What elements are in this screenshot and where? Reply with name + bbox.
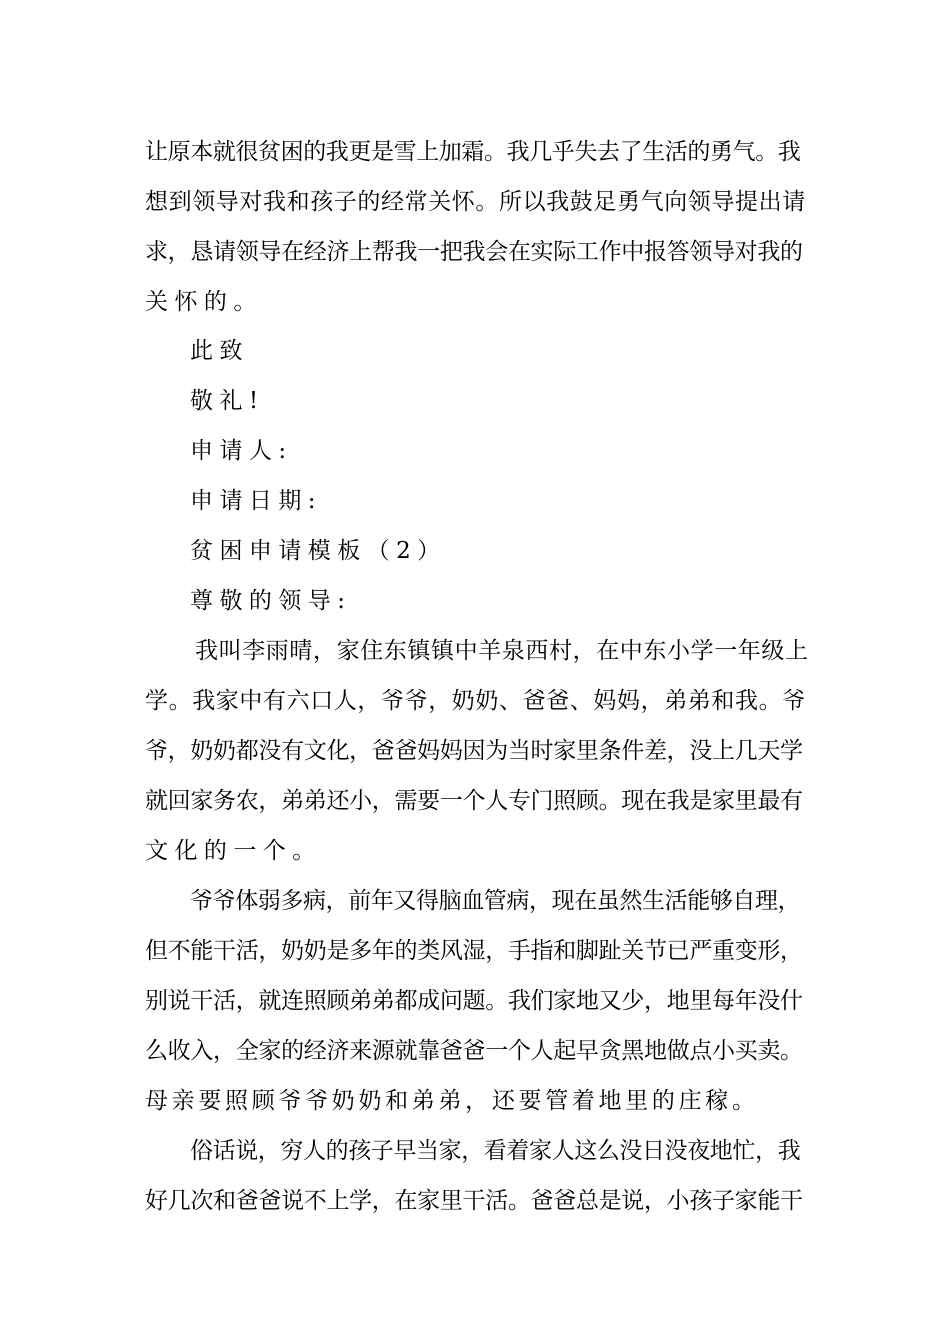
closing-regards: 敬礼! — [190, 388, 265, 414]
paragraph-line: 但不能干活，奶奶是多年的类风湿，手指和脚趾关节已严重变形， — [145, 938, 803, 964]
applicant-label: 申请人: — [190, 438, 293, 464]
paragraph-line: 好几次和爸爸说不上学，在家里干活。爸爸总是说，小孩子家能干 — [145, 1188, 803, 1214]
paragraph-line: 关怀的。 — [145, 289, 263, 315]
paragraph-line: 就回家务农，弟弟还小，需要一个人专门照顾。现在我是家里最有 — [145, 788, 803, 814]
paragraph-line: 别说干活，就连照顾弟弟都成问题。我们家地又少，地里每年没什 — [145, 988, 803, 1014]
paragraph-line: 爷爷体弱多病，前年又得脑血管病，现在虽然生活能够自理， — [190, 888, 801, 914]
paragraph-line: 俗话说，穷人的孩子早当家，看着家人这么没日没夜地忙，我 — [190, 1138, 801, 1164]
paragraph-line: 想到领导对我和孩子的经常关怀。所以我鼓足勇气向领导提出请 — [145, 189, 806, 215]
paragraph-line: 么收入，全家的经济来源就靠爸爸一个人起早贪黑地做点小买卖。 — [145, 1038, 803, 1064]
greeting: 尊敬的领导: — [190, 588, 352, 614]
paragraph-line: 我叫李雨晴，家住东镇镇中羊泉西村，在中东小学一年级上 — [195, 638, 809, 664]
closing-salutation: 此致 — [190, 338, 249, 364]
application-date-label: 申请日期: — [190, 488, 322, 514]
paragraph-line: 文化的一个。 — [145, 838, 322, 864]
paragraph-line: 学。我家中有六口人，爷爷，奶奶、爸爸、妈妈，弟弟和我。爷 — [145, 688, 806, 714]
paragraph-line: 母亲要照顾爷爷奶奶和弟弟，还要管着地里的庄稼。 — [145, 1088, 759, 1114]
paragraph-line: 求，恳请领导在经济上帮我一把我会在实际工作中报答领导对我的 — [145, 239, 803, 265]
section-title: 贫困申请模板（2） — [190, 538, 447, 564]
paragraph-line: 爷，奶奶都没有文化，爸爸妈妈因为当时家里条件差，没上几天学 — [145, 738, 803, 764]
paragraph-line: 让原本就很贫困的我更是雪上加霜。我几乎失去了生活的勇气。我 — [145, 139, 801, 165]
